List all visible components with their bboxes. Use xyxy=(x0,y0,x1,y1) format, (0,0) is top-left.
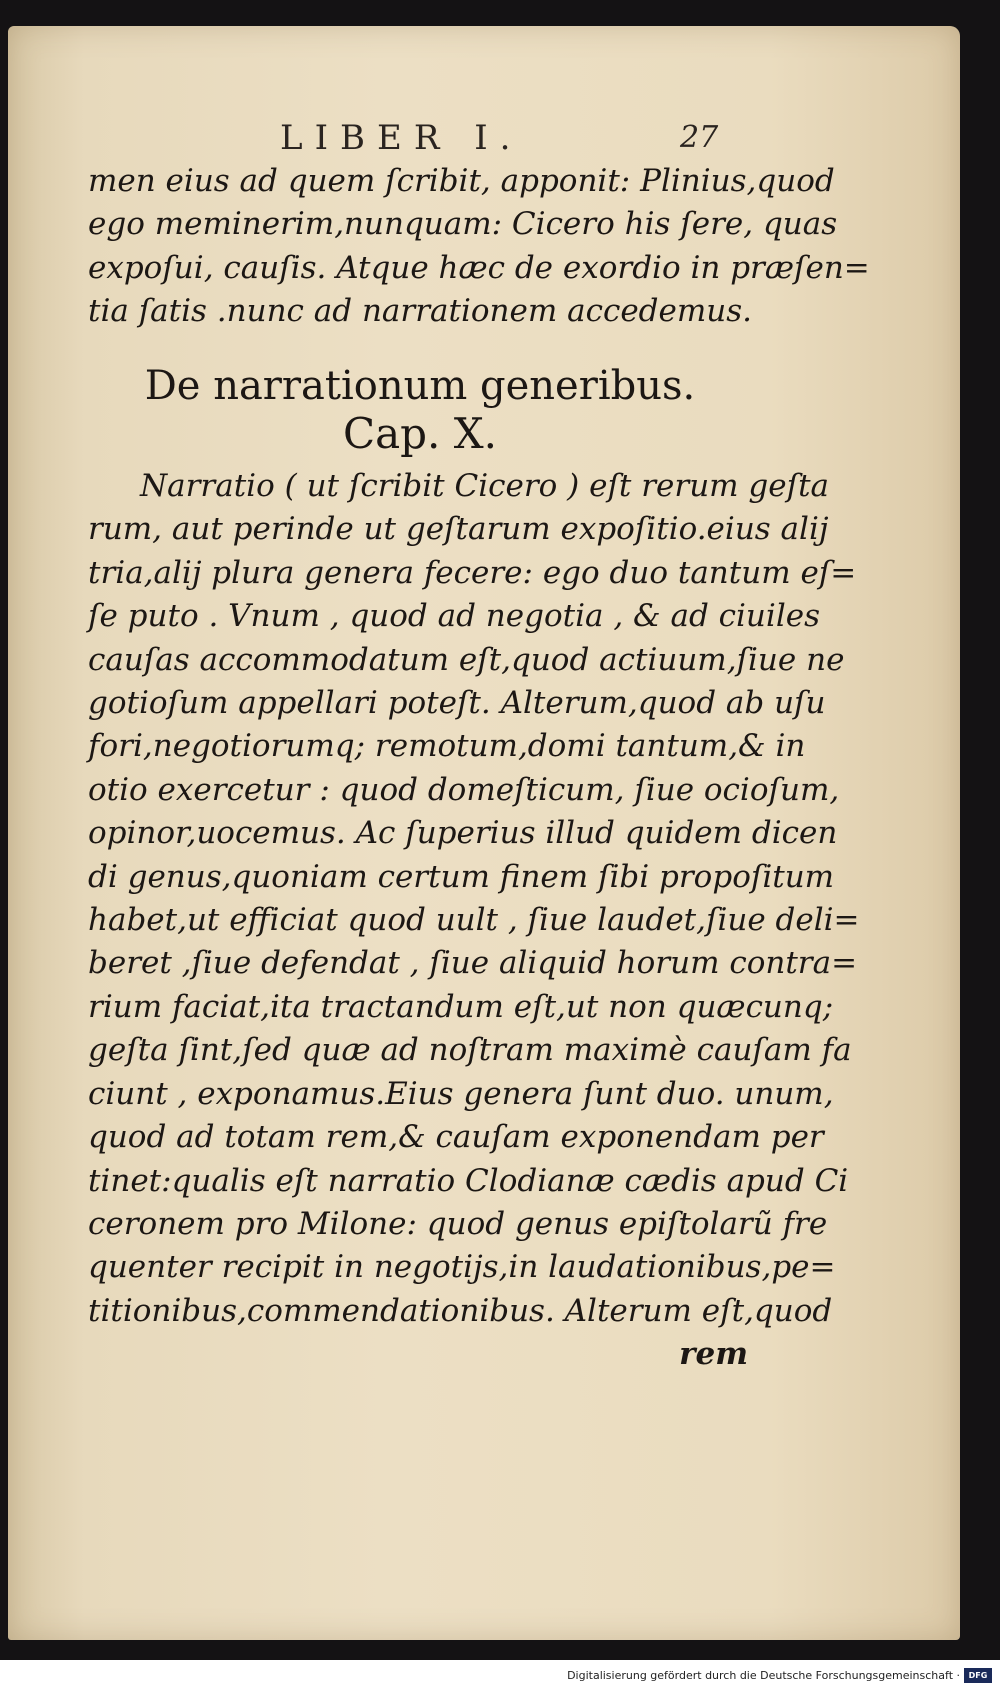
text-line: quod ad totam rem,& cauſam exponendam per xyxy=(88,1119,824,1156)
catchword: rem xyxy=(679,1336,748,1373)
chapter-number: Cap. X. xyxy=(342,409,497,458)
page-number: 27 xyxy=(680,120,719,155)
text-line: cauſas accommodatum eſt,quod actiuum,ſiue ne xyxy=(88,641,845,678)
text-line: rum, aut perinde ut geſtarum expoſitio.eius alij xyxy=(88,511,829,548)
text-line: gotioſum appellari poteſt. Alterum,quod ab uſu xyxy=(88,685,826,722)
dfg-logo: DFG xyxy=(964,1668,992,1683)
text-line: ceronem pro Milone: quod genus epiſtolarũ fre xyxy=(88,1205,828,1242)
digitization-credit: Digitalisierung gefördert durch die Deutsche Forschungsgemeinschaft · xyxy=(567,1669,960,1682)
text-line: tinet:qualis eſt narratio Clodianæ cædis apud Ci xyxy=(88,1162,849,1199)
text-line: otio exercetur : quod domeſticum, ſiue ocioſum, xyxy=(88,771,840,808)
footer-bar xyxy=(0,1660,1000,1694)
text-line: habet,ut efficiat quod uult , ſiue laudet,ſiue deli= xyxy=(88,902,860,939)
body-text xyxy=(88,465,860,1377)
chapter-heading xyxy=(100,362,740,458)
text-line: expoſui, cauſis. Atque hæc de exordio in præſen= xyxy=(88,249,870,286)
text-line: tia ſatis .nunc ad narrationem accedemus. xyxy=(88,293,752,330)
text-line: ego meminerim,nunquam: Cicero his ſere, quas xyxy=(88,206,838,243)
text-line: quenter recipit in negotijs,in laudationibus,pe= xyxy=(88,1249,836,1286)
text-line: rium faciat,ita tractandum eſt,ut non quæcunq; xyxy=(88,988,834,1025)
text-line: men eius ad quem ſcribit, apponit: Plinius,quod xyxy=(88,163,835,199)
chapter-title: De narrationum generibus. xyxy=(144,363,696,409)
text-line: tria,alij plura genera fecere: ego duo tantum eſ= xyxy=(88,554,857,591)
running-head: LIBER I. xyxy=(280,118,523,158)
text-line: fori,negotiorumq; remotum,domi tantum,& in xyxy=(88,728,806,765)
text-line: beret ,ſiue defendat , ſiue aliquid horum contra= xyxy=(88,945,858,982)
intro-text xyxy=(88,160,870,334)
text-line: geſta ſint,ſed quæ ad noſtram maximè cauſam fa xyxy=(88,1032,852,1069)
text-line: titionibus,commendationibus. Alterum eſt,quod xyxy=(88,1292,833,1329)
text-line: di genus,quoniam certum finem ſibi propoſitum xyxy=(88,858,835,895)
text-line: opinor,uocemus. Ac ſuperius illud quidem dicen xyxy=(88,815,838,852)
text-line: ciunt , exponamus.Eius genera ſunt duo. unum, xyxy=(88,1075,834,1112)
text-line: Narratio ( ut ſcribit Cicero ) eſt rerum geſta xyxy=(140,468,830,504)
text-line: ſe puto . Vnum , quod ad negotia , & ad ciuiles xyxy=(88,598,820,635)
